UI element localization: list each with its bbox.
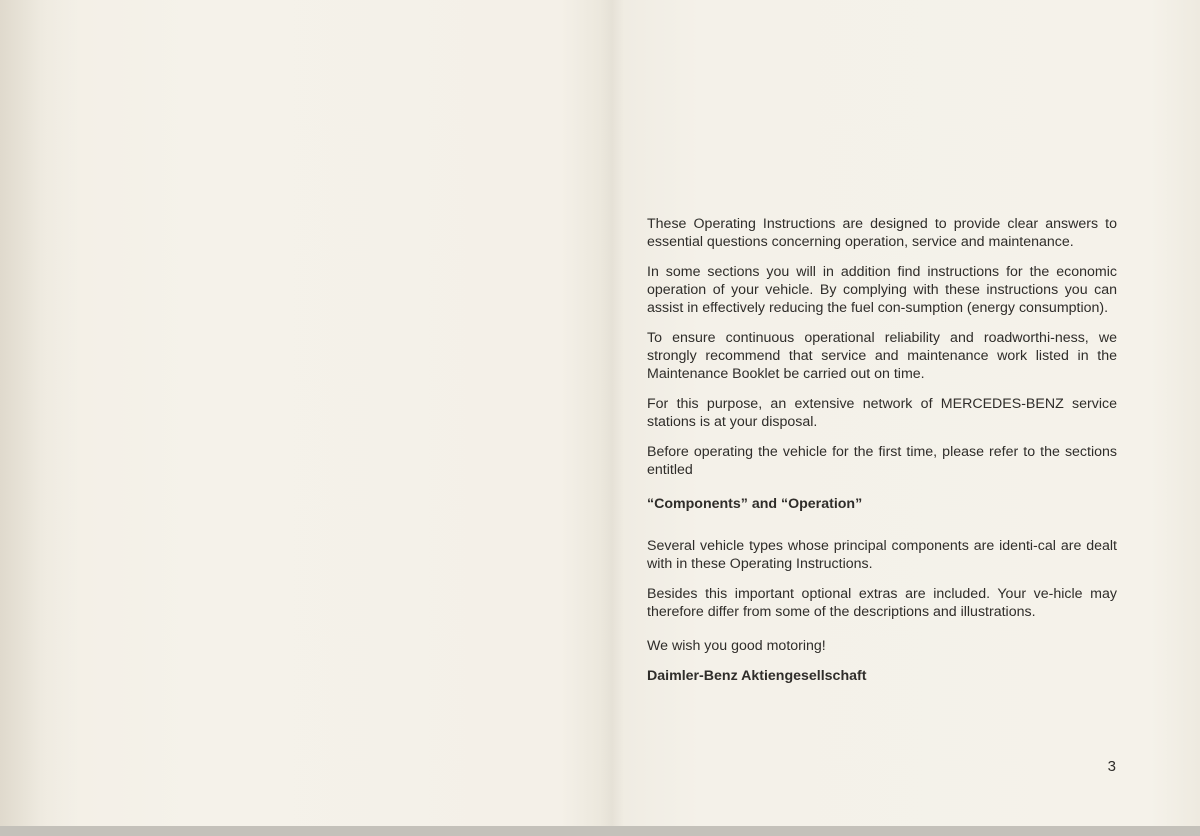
- foreword-text: [647, 215, 1117, 696]
- paragraph-before-operating: Before operating the vehicle for the first time, please refer to the sections entitled: [647, 444, 1117, 479]
- signature: Daimler-Benz Aktiengesellschaft: [647, 667, 867, 684]
- paragraph-vehicle-types: Several vehicle types whose principal components are identi-cal are dealt with in these Operating Instructions.: [647, 537, 1117, 572]
- paragraph-reliability: To ensure continuous operational reliability and roadworthi-ness, we strongly recommend that service and maintenance work listed in the Maintenance Booklet be carried out on time.: [647, 330, 1117, 383]
- page-number: 3: [1107, 758, 1116, 775]
- scan-bottom-edge: [0, 826, 1200, 836]
- paragraph-intro: These Operating Instructions are designed to provide clear answers to essential questions concerning operation, service and maintenance.: [647, 216, 1117, 251]
- closing-line: We wish you good motoring!: [647, 637, 826, 654]
- right-page: [612, 0, 1200, 826]
- paragraph-optional-extras: Besides this important optional extras are included. Your ve-hicle may therefore differ from some of the descriptions and illustrations.: [647, 585, 1117, 620]
- sections-heading: “Components” and “Operation”: [647, 496, 863, 513]
- paragraph-service-network: For this purpose, an extensive network of MERCEDES-BENZ service stations is at your disposal.: [647, 396, 1117, 431]
- page-edge-shadow: [0, 0, 78, 826]
- paragraph-economy: In some sections you will in addition find instructions for the economic operation of your vehicle. By complying with these instructions you can assist in effectively reducing the fuel con-sumption (energy consumption).: [647, 263, 1117, 317]
